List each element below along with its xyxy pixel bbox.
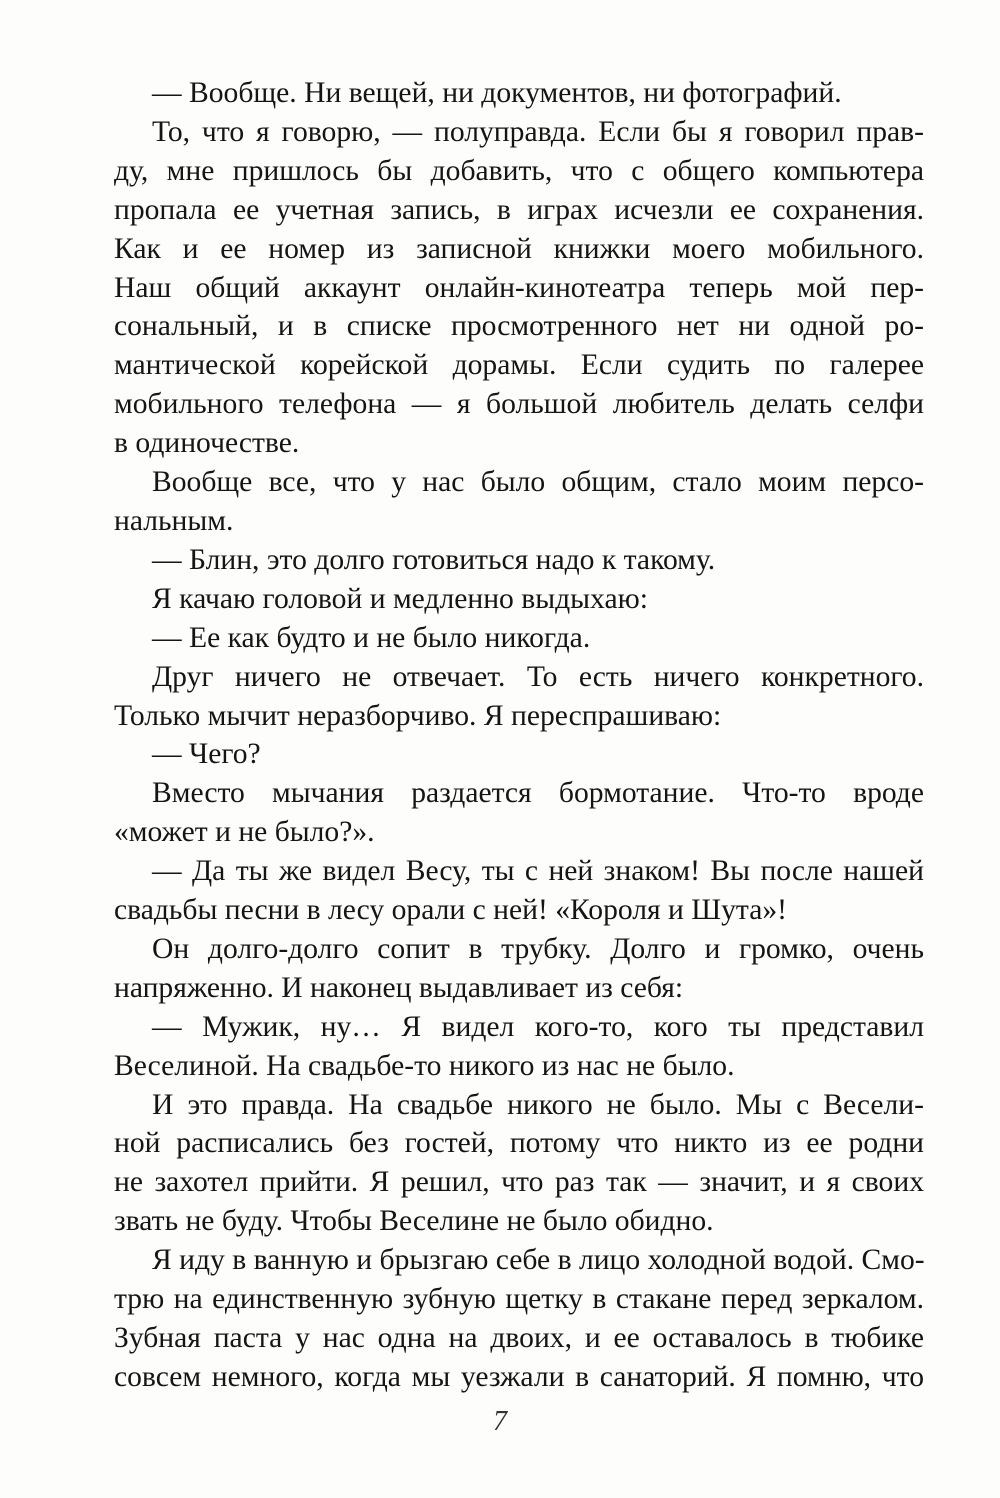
text-line: мобильного телефона — я большой любитель делать селфи [114,388,924,421]
text-line: — Мужик, ну… Я видел кого-то, кого ты представил [152,1010,924,1043]
text-line: Он долго-долго сопит в трубку. Долго и громко, очень [152,932,924,965]
text-line: То, что я говорю, — полуправда. Если бы я говорил прав- [152,115,924,148]
text-line: Друг ничего не отвечает. То есть ничего конкретного. [152,660,924,693]
text-line: трю на единственную зубную щетку в стакане перед зеркалом. [114,1283,924,1316]
paragraph [76,658,924,736]
paragraph [76,113,924,463]
text-line: — Вообще. Ни вещей, ни документов, ни фотографий. [152,77,842,109]
text-line: «может и не было?». [114,816,375,849]
text-line: не захотел прийти. Я решил, что раз так — значит, и я своих [114,1166,924,1199]
paragraph [76,930,924,1008]
body-text [76,74,924,1397]
text-line: — Ее как будто и не было никогда. [152,621,591,654]
paragraph [76,1241,924,1397]
text-line: — Чего? [152,738,261,771]
paragraph [76,463,924,541]
text-line: совсем немного, когда мы уезжали в санаторий. Я помню, что [114,1360,924,1393]
text-line: — Блин, это долго готовиться надо к такому. [152,543,716,576]
page-number: 7 [493,1406,507,1437]
paragraph [76,74,924,113]
text-line: ду, мне пришлось бы добавить, что с общего компьютера [114,154,924,187]
text-line: И это правда. На свадьбе никого не было. Мы с Весели- [152,1088,924,1121]
text-line: ной расписались без гостей, потому что никто из ее родни [114,1127,924,1160]
text-line: Зубная паста у нас одна на двоих, и ее оставалось в тюбике [114,1322,924,1354]
text-line: Вместо мычания раздается бормотание. Что-то вроде [152,777,924,810]
text-line: мантической корейской дорамы. Если судить по галерее [114,349,924,382]
text-line: нальным. [114,504,234,537]
text-line: Я иду в ванную и брызгаю себе в лицо холодной водой. Смо- [152,1244,925,1277]
paragraph [76,852,924,930]
text-line: Вообще все, что у нас было общим, стало моим персо- [152,466,924,499]
text-line: Только мычит неразборчиво. Я переспрашиваю: [114,699,722,732]
paragraph [76,735,924,774]
paragraph [76,1086,924,1242]
text-line: в одиночестве. [114,427,300,460]
text-line: сональный, и в списке просмотренного нет ни одной ро- [114,310,924,343]
text-line: Я качаю головой и медленно выдыхаю: [152,582,648,615]
text-line: пропала ее учетная запись, в играх исчезли ее сохранения. [114,193,924,226]
paragraph [76,774,924,852]
text-line: Как и ее номер из записной книжки моего мобильного. [114,232,924,265]
text-line: Наш общий аккаунт онлайн-кинотеатра теперь мой пер- [114,271,924,304]
text-line: свадьбы песни в лесу орали с ней! «Короля и Шута»! [114,894,788,927]
text-line: — Да ты же видел Весу, ты с ней знаком! Вы после нашей [152,855,924,888]
paragraph [76,619,924,658]
text-line: Веселиной. На свадьбе-то никого из нас не было. [114,1049,735,1082]
text-line: напряженно. И наконец выдавливает из себя: [114,971,684,1004]
paragraph [76,580,924,619]
text-line: звать не буду. Чтобы Веселине не было обидно. [114,1205,714,1238]
paragraph [76,1008,924,1086]
paragraph [76,541,924,580]
